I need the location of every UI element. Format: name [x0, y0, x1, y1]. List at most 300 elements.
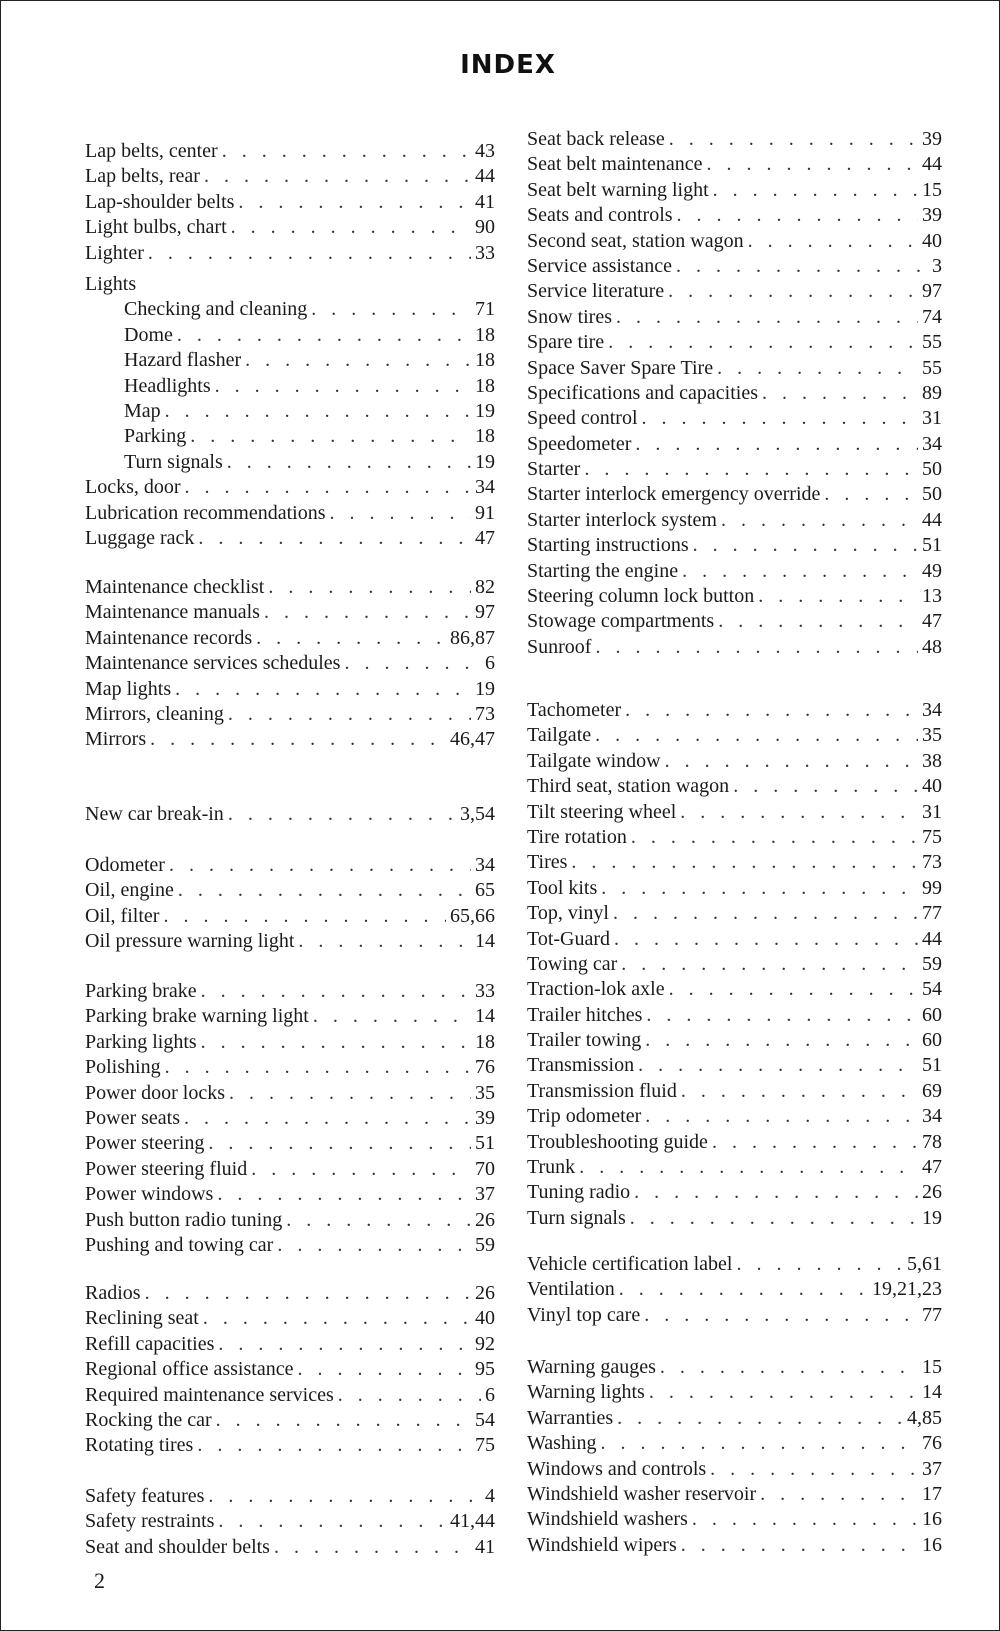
- leader-dots: [649, 1380, 918, 1405]
- leader-dots: [218, 1509, 446, 1534]
- entry-pages: 14: [475, 930, 495, 953]
- entry-pages: 60: [922, 1003, 942, 1026]
- entry-label: Mirrors, cleaning: [85, 702, 224, 725]
- entry-pages: 75: [922, 825, 942, 848]
- entry-pages: 34: [922, 1105, 942, 1128]
- entry-label: Service assistance: [527, 254, 672, 277]
- leader-dots: [676, 254, 928, 279]
- entry-label: Seats and controls: [527, 204, 673, 227]
- entry-label: Lap-shoulder belts: [85, 190, 235, 213]
- entry-pages: 73: [922, 851, 942, 874]
- entry-label: Power door locks: [85, 1081, 225, 1104]
- index-entry: [527, 279, 942, 304]
- leader-dots: [619, 1277, 868, 1302]
- entry-label: Troubleshooting guide: [527, 1130, 708, 1153]
- index-entry: [527, 774, 942, 799]
- index-entry: [527, 825, 942, 850]
- entry-label: Pushing and towing car: [85, 1233, 274, 1256]
- index-entry: [85, 450, 495, 475]
- leader-dots: [713, 178, 918, 203]
- leader-dots: [645, 1028, 918, 1053]
- leader-dots: [208, 1131, 471, 1156]
- entry-pages: 5,61: [907, 1253, 942, 1275]
- leader-dots: [748, 229, 918, 254]
- entry-label: Safety features: [85, 1485, 205, 1507]
- index-entry: [85, 1332, 495, 1357]
- entry-label: Lap belts, rear: [85, 165, 200, 188]
- entry-label: Seat back release: [527, 128, 665, 150]
- index-entry: [85, 164, 495, 189]
- entry-label: Maintenance checklist: [85, 576, 265, 598]
- leader-dots: [760, 1482, 918, 1507]
- index-entry: [527, 406, 942, 431]
- entry-pages: 73: [475, 702, 495, 725]
- entry-label: Parking lights: [85, 1030, 197, 1053]
- entry-pages: 78: [922, 1130, 942, 1153]
- entry-pages: 40: [922, 229, 942, 252]
- entry-label: Regional office assistance: [85, 1358, 294, 1381]
- index-entry: [527, 305, 942, 330]
- entry-label: Starter: [527, 458, 581, 481]
- entry-pages: 74: [922, 305, 942, 328]
- index-entry: [527, 152, 942, 177]
- entry-pages: 41: [475, 1535, 495, 1558]
- index-entry: [85, 323, 495, 348]
- leader-dots: [733, 774, 918, 799]
- index-entry: [85, 526, 495, 551]
- index-entry: [527, 482, 942, 507]
- index-entry: [527, 1155, 942, 1180]
- left-column-group: [85, 1281, 495, 1459]
- entry-label: Starting the engine: [527, 559, 679, 582]
- entry-pages: 6: [485, 1383, 495, 1406]
- leader-dots: [256, 626, 446, 651]
- entry-pages: 39: [922, 128, 942, 150]
- left-column-group: [85, 979, 495, 1258]
- index-entry: [527, 800, 942, 825]
- entry-pages: 40: [922, 775, 942, 798]
- entry-pages: 76: [922, 1432, 942, 1455]
- index-entry: [527, 749, 942, 774]
- right-column-group: [527, 127, 942, 660]
- leader-dots: [706, 152, 918, 177]
- entry-pages: 4: [485, 1485, 495, 1507]
- leader-dots: [311, 297, 471, 322]
- index-entry: [85, 1408, 495, 1433]
- leader-dots: [668, 279, 918, 304]
- index-entry: [85, 1509, 495, 1534]
- entry-pages: 26: [475, 1208, 495, 1231]
- entry-pages: 46,47: [450, 728, 495, 751]
- entry-label: Parking: [124, 425, 187, 448]
- entry-pages: 97: [475, 601, 495, 624]
- entry-label: Light bulbs, chart: [85, 216, 227, 239]
- index-entry: [527, 457, 942, 482]
- entry-label: Power steering fluid: [85, 1157, 248, 1180]
- index-entry: [85, 878, 495, 903]
- entry-pages: 65: [475, 879, 495, 902]
- leader-dots: [177, 323, 471, 348]
- entry-pages: 31: [922, 800, 942, 823]
- index-entry: [85, 272, 495, 297]
- leader-dots: [736, 1252, 903, 1277]
- leader-dots: [631, 825, 918, 850]
- entry-pages: 59: [475, 1233, 495, 1256]
- leader-dots: [216, 1408, 471, 1433]
- entry-label: Maintenance records: [85, 626, 253, 649]
- left-column-group: [85, 139, 495, 266]
- entry-label: Warning lights: [527, 1381, 645, 1404]
- entry-label: Radios: [85, 1282, 141, 1304]
- entry-pages: 54: [475, 1408, 495, 1431]
- leader-dots: [227, 450, 471, 475]
- left-column-group: [85, 575, 495, 753]
- entry-pages: 77: [922, 1303, 942, 1326]
- left-column-group: [85, 853, 495, 955]
- entry-pages: 90: [475, 216, 495, 239]
- entry-label: Snow tires: [527, 305, 612, 328]
- entry-label: Power steering: [85, 1132, 205, 1155]
- entry-label: Lubrication recommendations: [85, 501, 326, 524]
- entry-label: Map: [124, 399, 161, 422]
- leader-dots: [644, 1303, 918, 1328]
- entry-label: Stowage compartments: [527, 610, 715, 633]
- leader-dots: [185, 475, 471, 500]
- entry-label: Trailer hitches: [527, 1003, 643, 1026]
- leader-dots: [190, 424, 471, 449]
- index-entry: [85, 1106, 495, 1131]
- index-entry: [527, 1380, 942, 1405]
- entry-label: Safety restraints: [85, 1510, 215, 1533]
- index-entry: [527, 127, 942, 152]
- index-entry: [527, 356, 942, 381]
- entry-label: Dome: [124, 323, 173, 346]
- index-entry: [527, 1457, 942, 1482]
- entry-label: Locks, door: [85, 476, 181, 499]
- leader-dots: [329, 501, 471, 526]
- entry-label: Vinyl top care: [527, 1303, 641, 1326]
- entry-label: Warranties: [527, 1406, 614, 1429]
- entry-pages: 76: [475, 1056, 495, 1079]
- entry-pages: 47: [922, 1156, 942, 1179]
- entry-label: Oil pressure warning light: [85, 930, 295, 953]
- index-entry: [527, 1003, 942, 1028]
- index-entry: [85, 348, 495, 373]
- leader-dots: [693, 533, 918, 558]
- index-entry: [85, 1383, 495, 1408]
- index-entry: [85, 853, 495, 878]
- index-entry: [527, 1431, 942, 1456]
- entry-label: Specifications and capacities: [527, 381, 759, 404]
- entry-pages: 26: [475, 1282, 495, 1304]
- entry-label: Map lights: [85, 677, 172, 700]
- entry-pages: 71: [475, 298, 495, 321]
- entry-pages: 44: [922, 153, 942, 176]
- entry-label: Parking brake: [85, 980, 197, 1002]
- index-entry: [85, 297, 495, 322]
- leader-dots: [217, 1182, 471, 1207]
- leader-dots: [238, 190, 471, 215]
- index-entry: [85, 1081, 495, 1106]
- index-entry: [85, 1357, 495, 1382]
- leader-dots: [245, 348, 471, 373]
- leader-dots: [601, 876, 918, 901]
- leader-dots: [277, 1233, 471, 1258]
- entry-pages: 6: [485, 652, 495, 675]
- leader-dots: [297, 1357, 471, 1382]
- entry-label: Transmission fluid: [527, 1079, 677, 1102]
- index-entry: [527, 952, 942, 977]
- entry-pages: 50: [922, 458, 942, 481]
- entry-pages: 51: [475, 1132, 495, 1155]
- index-entry: [85, 374, 495, 399]
- entry-pages: 50: [922, 483, 942, 506]
- index-entry: [527, 508, 942, 533]
- entry-label: Trip odometer: [527, 1105, 642, 1128]
- leader-dots: [218, 1332, 471, 1357]
- leader-dots: [638, 1053, 918, 1078]
- entry-label: Rotating tires: [85, 1434, 194, 1457]
- entry-label: Reclining seat: [85, 1307, 199, 1330]
- index-entry: [527, 635, 942, 660]
- entry-pages: 39: [922, 204, 942, 227]
- index-entry: [527, 432, 942, 457]
- entry-label: Speedometer: [527, 432, 632, 455]
- leader-dots: [197, 1433, 471, 1458]
- entry-pages: 55: [922, 331, 942, 354]
- entry-pages: 19,21,23: [872, 1278, 942, 1301]
- entry-label: Tailgate: [527, 724, 592, 747]
- leader-dots: [148, 241, 471, 266]
- leader-dots: [646, 1003, 918, 1028]
- index-entry: [527, 254, 942, 279]
- page-number: 2: [94, 1568, 105, 1593]
- entry-pages: 54: [922, 978, 942, 1001]
- entry-label: Power windows: [85, 1183, 214, 1206]
- leader-dots: [229, 1081, 471, 1106]
- entry-label: Parking brake warning light: [85, 1005, 309, 1028]
- leader-dots: [758, 584, 918, 609]
- entry-label: Transmission: [527, 1054, 635, 1077]
- entry-label: Headlights: [124, 374, 211, 397]
- index-entry: [527, 850, 942, 875]
- leader-dots: [222, 139, 471, 164]
- leader-dots: [178, 878, 471, 903]
- leader-dots: [613, 901, 918, 926]
- entry-pages: 37: [475, 1183, 495, 1206]
- leader-dots: [824, 482, 918, 507]
- entry-label: Service literature: [527, 280, 665, 303]
- entry-pages: 39: [475, 1106, 495, 1129]
- entry-pages: 4,85: [907, 1406, 942, 1429]
- leader-dots: [595, 635, 918, 660]
- entry-label: Tailgate window: [527, 749, 661, 772]
- entry-pages: 86,87: [450, 626, 495, 649]
- index-entry: [85, 399, 495, 424]
- entry-label: Tachometer: [527, 699, 622, 721]
- entry-pages: 44: [922, 508, 942, 531]
- index-entry: [85, 626, 495, 651]
- page-title: INDEX: [460, 50, 556, 80]
- leader-dots: [681, 1079, 918, 1104]
- leader-dots: [251, 1157, 471, 1182]
- entry-label: Lighter: [85, 241, 144, 264]
- entry-pages: 69: [922, 1079, 942, 1102]
- entry-pages: 15: [922, 178, 942, 201]
- entry-label: Maintenance manuals: [85, 601, 260, 624]
- entry-pages: 35: [475, 1081, 495, 1104]
- entry-pages: 92: [475, 1332, 495, 1355]
- leader-dots: [571, 850, 918, 875]
- entry-label: Windshield washers: [527, 1508, 688, 1531]
- entry-label: Trailer towing: [527, 1029, 642, 1052]
- entry-label: New car break-in: [85, 803, 224, 825]
- entry-pages: 18: [475, 349, 495, 372]
- index-entry: [85, 677, 495, 702]
- index-entry: [527, 533, 942, 558]
- index-entry: [527, 1355, 942, 1380]
- leader-dots: [169, 853, 471, 878]
- entry-label: Luggage rack: [85, 526, 195, 549]
- right-column-group: [527, 698, 942, 1231]
- entry-label: Space Saver Spare Tire: [527, 356, 714, 379]
- index-entry: [527, 1277, 942, 1302]
- entry-pages: 16: [922, 1508, 942, 1531]
- entry-pages: 49: [922, 559, 942, 582]
- leader-dots: [313, 1004, 471, 1029]
- index-entry: [527, 1406, 942, 1431]
- index-entry: [527, 609, 942, 634]
- entry-label: Hazard flasher: [124, 349, 242, 372]
- entry-label: Seat belt maintenance: [527, 153, 703, 176]
- leader-dots: [286, 1208, 471, 1233]
- entry-pages: 19: [922, 1206, 942, 1229]
- left-column-group: [85, 802, 495, 827]
- entry-pages: 97: [922, 280, 942, 303]
- index-entry: [527, 1482, 942, 1507]
- entry-pages: 14: [475, 1005, 495, 1028]
- leader-dots: [163, 904, 446, 929]
- entry-pages: 60: [922, 1029, 942, 1052]
- entry-label: Refill capacities: [85, 1332, 215, 1355]
- entry-pages: 41: [475, 190, 495, 213]
- leader-dots: [718, 609, 918, 634]
- leader-dots: [204, 164, 471, 189]
- index-entry: [85, 1433, 495, 1458]
- leader-dots: [208, 1484, 481, 1509]
- entry-pages: 33: [475, 980, 495, 1002]
- entry-pages: 47: [475, 526, 495, 549]
- leader-dots: [680, 800, 918, 825]
- entry-pages: 65,66: [450, 904, 495, 927]
- entry-label: Sunroof: [527, 635, 592, 658]
- leader-dots: [298, 929, 471, 954]
- entry-label: Warning gauges: [527, 1356, 656, 1378]
- index-entry: [85, 1131, 495, 1156]
- leader-dots: [165, 1055, 471, 1080]
- index-entry: [85, 802, 495, 827]
- entry-pages: 18: [475, 425, 495, 448]
- leader-dots: [762, 381, 918, 406]
- index-entry: [85, 979, 495, 1004]
- right-column-group: [527, 1355, 942, 1558]
- leader-dots: [228, 702, 471, 727]
- leader-dots: [634, 1180, 918, 1205]
- entry-label: Lap belts, center: [85, 140, 218, 162]
- entry-pages: 19: [475, 450, 495, 473]
- index-entry: [85, 139, 495, 164]
- entry-pages: 15: [922, 1356, 942, 1378]
- leader-dots: [669, 127, 918, 152]
- leader-dots: [630, 1206, 918, 1231]
- entry-pages: 34: [922, 432, 942, 455]
- entry-label: Traction-lok axle: [527, 978, 665, 1001]
- entry-label: Windows and controls: [527, 1457, 707, 1480]
- entry-pages: 38: [922, 749, 942, 772]
- index-entry: [527, 584, 942, 609]
- index-entry: [85, 1004, 495, 1029]
- index-entry: [85, 215, 495, 240]
- entry-pages: 51: [922, 1054, 942, 1077]
- leader-dots: [579, 1155, 918, 1180]
- entry-label: Starting instructions: [527, 534, 689, 557]
- right-column-group: [527, 1252, 942, 1328]
- leader-dots: [712, 1130, 918, 1155]
- entry-label: Seat and shoulder belts: [85, 1535, 270, 1558]
- entry-pages: 3: [932, 254, 942, 277]
- entry-label: Required maintenance services: [85, 1383, 334, 1406]
- entry-label: Towing car: [527, 952, 618, 975]
- entry-label: Mirrors: [85, 728, 147, 751]
- entry-pages: 18: [475, 1030, 495, 1053]
- leader-dots: [717, 356, 918, 381]
- leader-dots: [710, 1457, 918, 1482]
- index-entry: [85, 1281, 495, 1306]
- leader-dots: [215, 374, 471, 399]
- index-entry: [527, 723, 942, 748]
- index-entry: [527, 330, 942, 355]
- leader-dots: [601, 1431, 919, 1456]
- leader-dots: [198, 526, 471, 551]
- index-entry: [527, 1252, 942, 1277]
- index-entry: [527, 229, 942, 254]
- entry-label: Odometer: [85, 854, 165, 876]
- index-entry: [85, 1233, 495, 1258]
- leader-dots: [665, 749, 918, 774]
- index-entry: [85, 1030, 495, 1055]
- leader-dots: [228, 802, 456, 827]
- index-entry: [85, 424, 495, 449]
- entry-pages: 77: [922, 902, 942, 925]
- leader-dots: [721, 508, 918, 533]
- entry-label: Tires: [527, 851, 568, 874]
- index-entry: [85, 501, 495, 526]
- index-entry: [85, 575, 495, 600]
- leader-dots: [344, 651, 481, 676]
- entry-pages: 34: [475, 854, 495, 876]
- leader-dots: [669, 977, 918, 1002]
- index-entry: [85, 1484, 495, 1509]
- entry-label: Maintenance services schedules: [85, 652, 341, 675]
- entry-pages: 55: [922, 356, 942, 379]
- leader-dots: [608, 330, 918, 355]
- entry-pages: 44: [475, 165, 495, 188]
- index-entry: [85, 600, 495, 625]
- leader-dots: [201, 1030, 471, 1055]
- index-entry: [85, 1208, 495, 1233]
- leader-dots: [642, 406, 918, 431]
- entry-pages: 35: [922, 724, 942, 747]
